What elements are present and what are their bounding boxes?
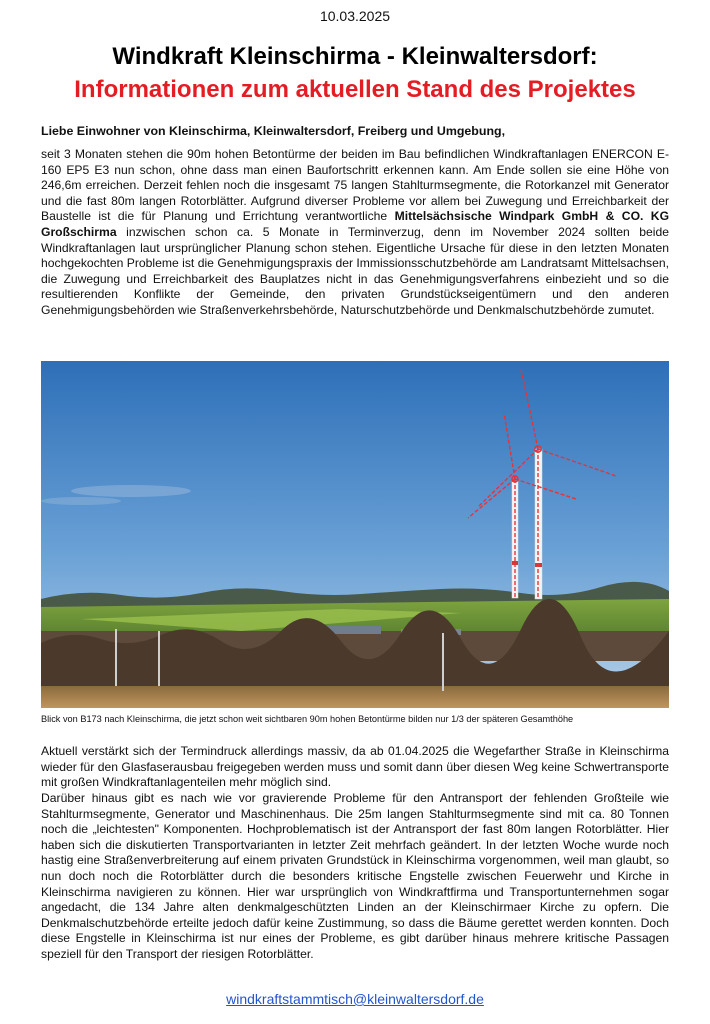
- paragraph-transport: Darüber hinaus gibt es nach wie vor gravierende Probleme für den Antransport der fehlenden Großteile wie Stahlturmsegmente, Generator und Maschinenhaus. Die 25m langen Stahlturmsegmente sind mit ca. 80 Tonnen noch die „leichtesten" Komponenten. Hochproblematisch ist der Antransport der fast 80m langen Rotorblätter. Hier haben sich die diskutierten Transportvarianten in letzter Zeit mehrfach geändert. In der letzten Woche wurde noch hastig eine Straßenverbreiterung auf einem privaten Grundstück in Kleinschirma vorgenommen, weil man glaubt, so nun doch noch die Rotorblätter durch die besonders kritische Engstelle zwischen Feuerwehr und Kirche in Kleinschirma navigieren zu können. Hier war ursprünglich von Windkraftfirma und Transportunternehmen sogar angedacht, die 134 Jahre alten denkmalgeschützten Linden an der Kleinschirmaer Kirche zu opfern. Die Denkmalschutzbehörde erteilte jedoch dafür keine Zustimmung, so dass die Bäume gerettet werden konnten. Doch diese Engstelle in Kleinschirma ist nur eines der Probleme, es gibt darüber hinaus mehrere kritische Passagen speziell für den Transport der riesigen Rotorblätter.: [41, 791, 669, 961]
- company-name: Mittelsächsische Windpark GmbH & CO. KG Großschirma: [41, 209, 670, 239]
- paragraph-intro: [41, 147, 669, 319]
- paragraph-intro-part2: inzwischen schon ca. 5 Monate in Terminverzug, denn im November 2024 sollten beide Windkraftanlagen laut ursprünglicher Planung schon stehen. Eigentliche Ursache für diese in den letzten Monaten hochgekochten Probleme ist die Genehmigungspraxis der Immissionsschutzbehörde am Landratsamt Mittelsachsen, die Zuwegung und Erreichbarkeit des Bauplatzes nicht in das Genehmigungsverfahrens einbezieht und so die resultierenden Konflikte der Gemeinde, den privaten Grundstückseigentümern und den anderen Genehmigungsbehörden wie Straßenverkehrsbehörde, Naturschutzbehörde und Denkmalschutzbehörde zumutet.: [41, 224, 669, 317]
- landscape-photo-icon: [41, 361, 669, 708]
- contact-email-link[interactable]: windkraftstammtisch@kleinwaltersdorf.de: [226, 991, 484, 1007]
- subheadline: Informationen zum aktuellen Stand des Projektes: [74, 76, 636, 103]
- document-date: 10.03.2025: [319, 8, 391, 24]
- photo-caption: Blick von B173 nach Kleinschirma, die jetzt schon weit sichtbaren 90m hohen Betontürme bilden nur 1/3 der späteren Gesamthöhe: [41, 714, 574, 724]
- greeting: Liebe Einwohner von Kleinschirma, Kleinwaltersdorf, Freiberg und Umgebung,: [41, 124, 506, 138]
- paragraph-intro-part1: seit 3 Monaten stehen die 90m hohen Betontürme der beiden im Bau befindlichen Windkraftanlagen ENERCON E-160 EP5 E3 nun schon, ohne dass man einen Baufortschritt erkennen kann. Am Ende sollen sie eine Höhe von 246,6m erreichen. Derzeit fehlen noch die insgesamt 75 langen Stahlturmsegmente, die Rotorkanzel mit Generator und die fast 80m langen Rotorblätter. Aufgrund diverser Probleme vor allem bei Zuwegung und Erreichbarkeit der Baustelle ist die für Planung und Errichtung verantwortliche: [41, 147, 669, 224]
- headline: Windkraft Kleinschirma - Kleinwaltersdorf:: [112, 43, 598, 70]
- landscape-photo: [41, 361, 669, 708]
- paragraph-deadline: Aktuell verstärkt sich der Termindruck allerdings massiv, da ab 01.04.2025 die Wegefarther Straße in Kleinschirma wieder für den Glasfaserausbau freigegeben werden muss und somit dann über diesen Weg keine Schwertransporte mit großen Windkraftanlagenteilen mehr möglich sind.: [41, 744, 669, 790]
